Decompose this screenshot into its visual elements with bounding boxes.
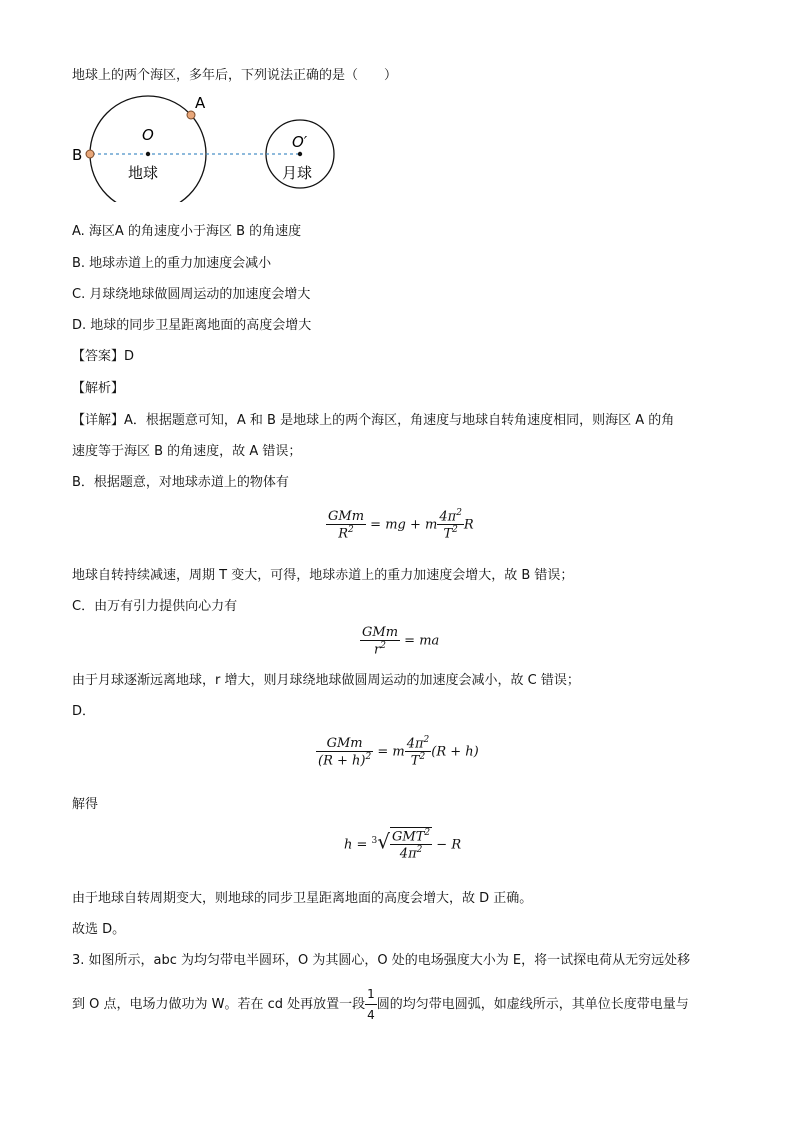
point-b-label: B [72,146,83,164]
q3-line-2-part-a: 到 O 点，电场力做功为 W。若在 cd 处再放置一段 [72,997,366,1012]
equation-b: $\frac{\text{GMm}}{R^2}$ = mg + m $\frac{4\pi^2}{T^2}$ R [328,508,474,542]
option-b: B. 地球赤道上的重力加速度会减小 [72,256,272,271]
b-intro: B．根据题意，对地球赤道上的物体有 [72,475,289,490]
equation-c: $\frac{\text{GMm}}{r^2}$ = ma [362,625,440,658]
earth-center-dot [146,152,150,156]
choose: 故选 D。 [72,922,126,937]
q3-line-2-part-b: 圆的均匀带电圆弧，如虚线所示，其单位长度带电量与 [376,997,689,1012]
earth-moon-figure [66,90,346,202]
equation-h: h = $^3$√ $\frac{GMT^2}{4\pi^2}$ − R [344,828,462,862]
point-a-label: A [195,94,206,112]
b-conclusion: 地球自转持续减速，周期 T 变大，可得，地球赤道上的重力加速度会增大，故 B 错误； [72,568,574,583]
quarter-fraction: $\frac{1}{4}$ [365,984,377,1025]
q3-line-2 [72,984,689,1025]
option-c: C. 月球绕地球做圆周运动的加速度会增大 [72,287,311,302]
option-a: A. 海区A 的角速度小于海区 B 的角速度 [72,224,302,239]
earth-label: 地球 [128,164,159,182]
equation-d: $\frac{\text{GMm}}{(R + h)^2}$ = m $\frac{4\pi^2}{T^2}$ (R + h) [318,735,479,769]
moon-label: 月球 [282,164,313,182]
option-d: D. 地球的同步卫星距离地面的高度会增大 [72,318,312,333]
d-intro: D． [72,704,96,719]
d-conclusion: 由于地球自转周期变大，则地球的同步卫星距离地面的高度会增大，故 D 正确。 [72,891,533,906]
moon-center-label: O′ [292,133,308,151]
analysis-title: 【解析】 [72,381,125,396]
c-conclusion: 由于月球逐渐远离地球，r 增大，则月球绕地球做圆周运动的加速度会减小，故 C 错误； [72,673,580,688]
solve-label: 解得 [72,797,99,812]
point-b-marker [86,150,94,158]
moon-center-dot [298,152,302,156]
point-a-marker [187,111,195,119]
answer: 【答案】D [72,349,135,364]
detail-line-2: 速度等于海区 B 的角速度，故 A 错误； [72,444,302,459]
detail-line-1: 【详解】A．根据题意可知，A 和 B 是地球上的两个海区，角速度与地球自转角速度相同，则海区 A 的角 [72,413,675,428]
question-stem: 地球上的两个海区，多年后，下列说法正确的是（ ） [72,68,398,83]
c-intro: C．由万有引力提供向心力有 [72,599,238,614]
earth-center-label: O [142,126,154,144]
q3-line-1: 3. 如图所示，abc 为均匀带电半圆环，O 为其圆心，O 处的电场强度大小为 E，将一试探电荷从无穷远处移 [72,953,691,968]
